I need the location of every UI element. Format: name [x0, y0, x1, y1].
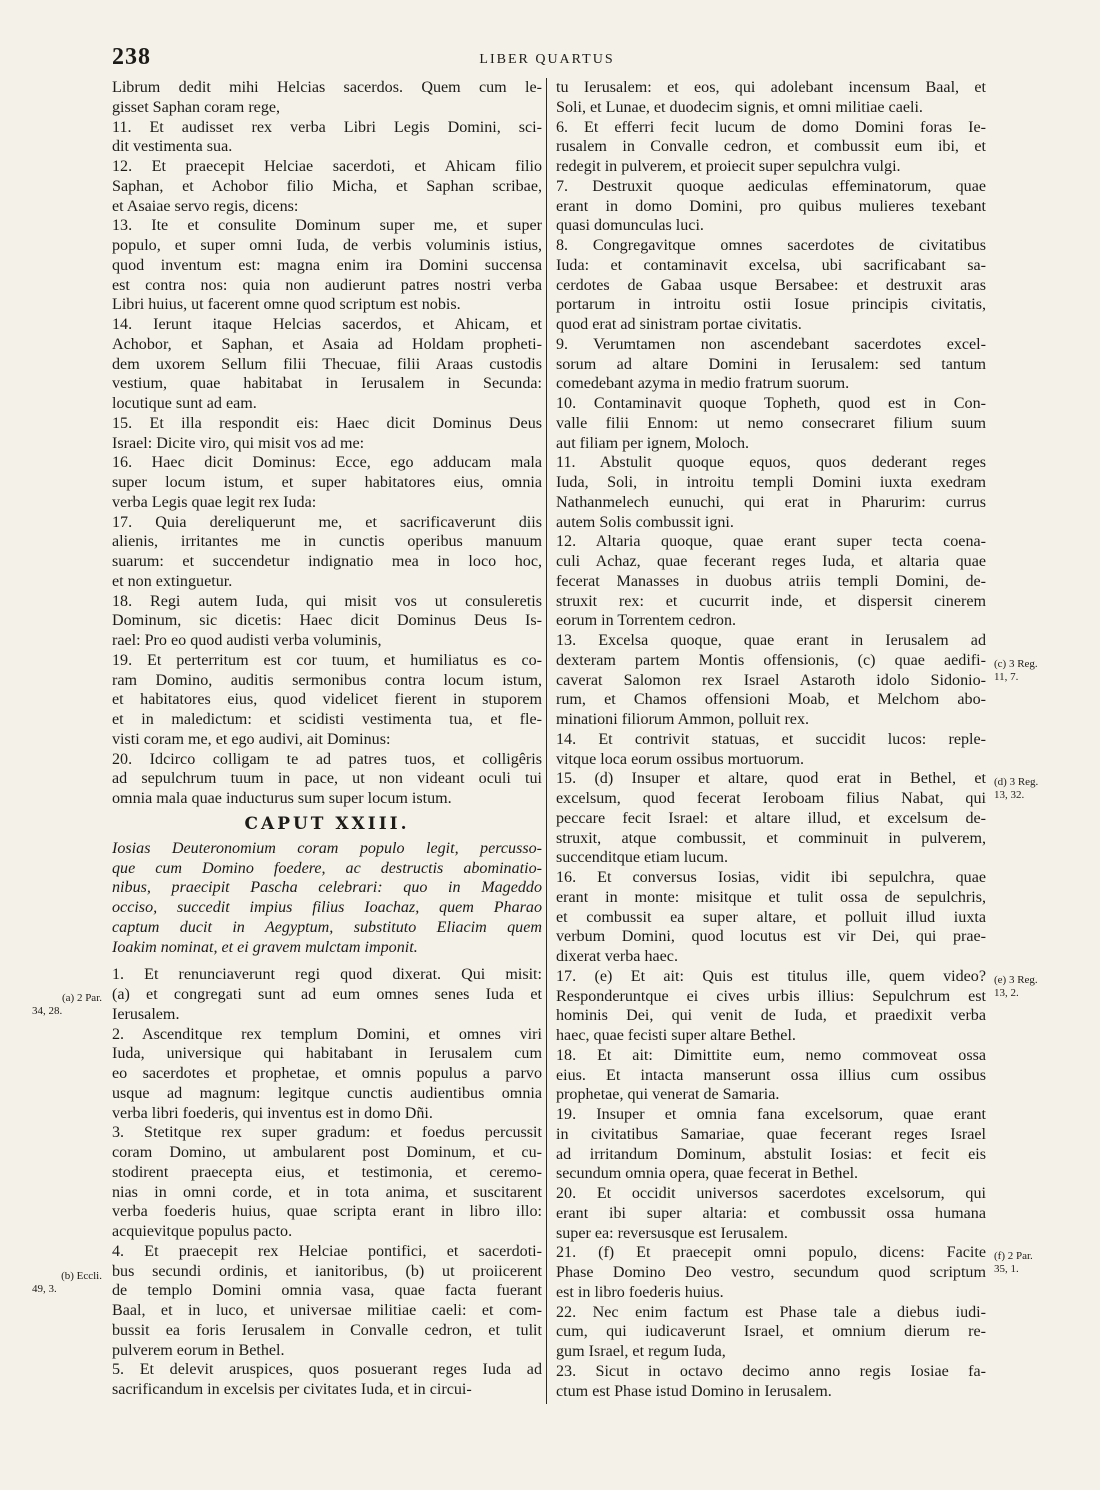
- text-line: dexteram partem Montis offensionis, (c) quae aedifi-: [556, 651, 986, 669]
- text-line: erant in domo Domini, pro quibus mulieres texebant: [556, 197, 986, 215]
- text-line: hominis Dei, qui venit de Iuda, et praedixit verba: [556, 1007, 986, 1025]
- text-line: 8. Congregavitque omnes sacerdotes de civitatibus: [556, 237, 986, 254]
- text-line: et combussit ea super altare, et polluit illud iuxta: [556, 908, 986, 926]
- column-divider: [546, 78, 547, 1404]
- text-line: erant in monte: misitque et tulit ossa de sepulchris,: [556, 888, 986, 906]
- text-line: nibus, praecipit Pascha celebrari: quo in Mageddo: [112, 879, 542, 897]
- text-line: alienis, irritantes me in cunctis operibus manuum: [112, 533, 542, 551]
- left-text-block-b: [112, 965, 542, 1400]
- text-line: 5. Et delevit aruspices, quos posuerant reges Iuda ad: [112, 1361, 542, 1379]
- margin-note-a: [20, 992, 102, 1018]
- text-line: suarum: et succendetur indignatio mea in loco hoc,: [112, 553, 542, 570]
- text-line: sacrificandum in excelsis per civitates Iuda, et in circui-: [112, 1381, 472, 1398]
- text-line: 13. Ite et consulite Dominum super me, et super: [112, 217, 542, 235]
- text-line: 11. Et audisset rex verba Libri Legis Domini, sci-: [112, 118, 542, 136]
- text-line: Iosias Deuteronomium coram populo legit, percusso-: [112, 839, 542, 857]
- text-line: coram Domino, ut ambularent post Dominum, et cu-: [112, 1144, 542, 1161]
- text-line: visti coram me, et ego audivi, ait Dominus:: [112, 730, 391, 748]
- text-line: stodirent praecepta eius, et testimonia, et ceremo-: [112, 1163, 542, 1181]
- text-line: 6. Et efferri fecit lucum de domo Domini foras Ie-: [556, 118, 986, 136]
- left-column: [112, 78, 542, 1400]
- text-line: portarum in introitu ostii Iosue principis civitatis,: [556, 296, 986, 314]
- text-line: sorum ad altare Domini in Ierusalem: sed tantum: [556, 355, 986, 373]
- text-line: 18. Regi autem Iuda, qui misit vos ut consuleretis: [112, 592, 542, 610]
- text-line: verba Legis quae legit rex Iuda:: [112, 493, 317, 511]
- text-line: pulverem eorum in Bethel.: [112, 1341, 285, 1359]
- text-line: rusalem in Convalle cedron, et combussit eum ibi, et: [556, 138, 986, 156]
- text-line: tu Ierusalem: et eos, qui adolebant incensum Baal, et: [556, 79, 986, 96]
- margin-note-c-ref: (c) 3 Reg.: [994, 658, 1038, 670]
- text-line: est in libro foederis huius.: [556, 1283, 724, 1301]
- margin-note-f-loc: 35, 1.: [994, 1263, 1019, 1275]
- text-line: 12. Et praecepit Helciae sacerdoti, et Ahicam filio: [112, 158, 542, 175]
- margin-note-b-loc: 49, 3.: [32, 1283, 57, 1295]
- text-line: 3. Stetitque rex super gradum: et foedus percussit: [112, 1124, 542, 1142]
- text-line: quod erat ad sinistram portae civitatis.: [556, 316, 802, 333]
- left-text-block-a: [112, 78, 542, 809]
- text-line: nias in omni corde, et in tota anima, et suscitarent: [112, 1183, 542, 1201]
- text-line: Iuda, Soli, in introitu templi Domini iuxta exedram: [556, 474, 986, 491]
- text-line: et Asaiae servo regis, dicens:: [112, 197, 299, 215]
- right-text-block: [556, 78, 986, 1401]
- text-line: Achobor, et Saphan, et Asaia ad Holdam propheti-: [112, 335, 542, 353]
- text-line: caverat Salomon rex Israel Astaroth idolo Sidonio-: [556, 671, 986, 689]
- text-line: rum, et Chamos offensioni Moab, et Melchom abo-: [556, 691, 986, 709]
- text-line: 17. Quia dereliquerunt me, et sacrificaverunt diis: [112, 513, 542, 531]
- text-line: valle filii Ennom: ut nemo consecraret filium suum: [556, 414, 986, 432]
- text-line: populo, et super omni Iuda, de verbis voluminis istius,: [112, 237, 542, 254]
- text-line: dit vestimenta sua.: [112, 138, 233, 156]
- text-line: 16. Haec dicit Dominus: Ecce, ego adducam mala: [112, 454, 542, 472]
- summary-gap: [112, 957, 542, 965]
- text-line: bus secundi ordinis, et ianitoribus, (b) ut proiicerent: [112, 1262, 542, 1280]
- text-line: locutique sunt ad eam.: [112, 395, 257, 412]
- margin-note-e: [994, 974, 1084, 1000]
- text-line: erant ibi super altaria: et combussit ossa humana: [556, 1204, 986, 1222]
- text-line: acquievitque populus pacto.: [112, 1223, 293, 1240]
- text-line: haec, quae fecisti super altare Bethel.: [556, 1027, 796, 1044]
- text-line: prophetae, qui venerat de Samaria.: [556, 1086, 780, 1104]
- text-line: fecerat Manasses in duobus atriis templi Domini, de-: [556, 572, 986, 590]
- text-line: peccare fecit Israel: et altare illud, et excelsum de-: [556, 809, 986, 827]
- text-line: de templo Domini omnia vasa, quae facta fuerant: [112, 1282, 542, 1300]
- margin-note-f: [994, 1250, 1084, 1276]
- text-line: dixerat verba haec.: [556, 948, 678, 965]
- text-line: Iuda, universique qui habitabant in Ierusalem cum: [112, 1045, 542, 1063]
- running-title: LIBER QUARTUS: [479, 52, 615, 67]
- page-number: 238: [112, 44, 151, 70]
- text-line: 15. (d) Insuper et altare, quod erat in Bethel, et: [556, 770, 986, 788]
- text-line: Israel: Dicite viro, qui misit vos ad me:: [112, 434, 365, 452]
- text-line: Ioakim nominat, et ei gravem mulctam imponit.: [112, 938, 418, 956]
- text-line: vitque loca eorum ossibus mortuorum.: [556, 750, 805, 768]
- margin-note-c-loc: 11, 7.: [994, 671, 1019, 683]
- page-header: [112, 44, 982, 74]
- text-line: eius. Et intacta manserunt ossa illius cum ossibus: [556, 1066, 986, 1084]
- margin-note-b: [20, 1270, 102, 1296]
- margin-note-e-loc: 13, 2.: [994, 987, 1019, 999]
- text-line: Baal, et in luco, et universae militiae caeli: et com-: [112, 1302, 542, 1319]
- text-line: 16. Et conversus Iosias, vidit ibi sepulchra, quae: [556, 869, 986, 886]
- text-line: Libri huius, ut facerent omne quod scriptum est nobis.: [112, 296, 461, 314]
- text-line: vestium, quae habitabat in Ierusalem in Secunda:: [112, 375, 542, 393]
- text-line: Librum dedit mihi Helcias sacerdos. Quem cum le-: [112, 79, 542, 96]
- right-column: [556, 78, 986, 1401]
- text-line: ctum est Phase istud Domino in Ierusalem.: [556, 1382, 832, 1400]
- text-line: struxit, atque combussit, et comminuit in pulverem,: [556, 829, 986, 847]
- text-line: in civitatibus Samariae, quae fecerant reges Israel: [556, 1125, 986, 1143]
- text-line: ad sepulchrum tuum in pace, ut non videant oculi tui: [112, 770, 542, 788]
- text-line: quasi domunculas luci.: [556, 217, 704, 235]
- text-line: gum Israel, et regum Iuda,: [556, 1343, 726, 1360]
- text-line: 14. Et contrivit statuas, et succidit lucos: reple-: [556, 730, 986, 748]
- text-line: 20. Et occidit universos sacerdotes excelsorum, qui: [556, 1185, 986, 1202]
- text-line: redegit in pulverem, et proiecit super sepulchra vulgi.: [556, 158, 901, 175]
- text-line: super locum istum, et super habitatores eius, omnia: [112, 474, 542, 491]
- text-line: 11. Abstulit quoque equos, quos dederant reges: [556, 454, 986, 472]
- text-line: 22. Nec enim factum est Phase tale a diebus iudi-: [556, 1303, 986, 1321]
- text-line: 21. (f) Et praecepit omni populo, dicens: Facite: [556, 1244, 986, 1262]
- text-line: captum ducit in Aegyptum, substituto Eliacim quem: [112, 918, 542, 936]
- text-line: 20. Idcirco colligam te ad patres tuos, et colligêris: [112, 750, 542, 768]
- text-line: Ierusalem.: [112, 1005, 180, 1023]
- text-line: 7. Destruxit quoque aediculas effeminatorum, quae: [556, 177, 986, 195]
- text-line: 4. Et praecepit rex Helciae pontifici, et sacerdoti-: [112, 1242, 542, 1260]
- text-line: 13. Excelsa quoque, quae erant in Ierusalem ad: [556, 632, 986, 649]
- text-line: Soli, et Lunae, et duodecim signis, et omni militiae caeli.: [556, 98, 923, 116]
- text-line: omnia mala quae inducturus sum super locum istum.: [112, 790, 452, 807]
- text-line: super ea: reversusque est Ierusalem.: [556, 1224, 788, 1242]
- text-line: struxit rex: et cucurrit inde, et dispersit cinerem: [556, 592, 986, 610]
- text-line: et non extinguetur.: [112, 572, 233, 590]
- text-line: rael: Pro eo quod audisti verba voluminis,: [112, 632, 382, 649]
- text-line: quod inventum est: magna enim ira Domini succensa: [112, 256, 542, 274]
- text-line: occiso, succedit impius filius Ioachaz, quem Pharao: [112, 899, 542, 916]
- text-line: eorum in Torrentem cedron.: [556, 612, 737, 630]
- text-line: dem uxorem Sellum filii Thecuae, filii Araas custodis: [112, 355, 542, 373]
- margin-note-a-loc: 34, 28.: [32, 1005, 63, 1017]
- text-line: 1. Et renunciaverunt regi quod dixerat. Qui misit:: [112, 966, 542, 984]
- text-line: secundum omnia opera, quae fecerat in Bethel.: [556, 1165, 859, 1183]
- text-line: eo sacerdotes et prophetae, et omnis populus a parvo: [112, 1065, 542, 1082]
- margin-note-c: [994, 658, 1084, 684]
- text-line: 2. Ascenditque rex templum Domini, et omnes viri: [112, 1025, 542, 1043]
- margin-note-d: [994, 776, 1084, 802]
- margin-note-f-ref: (f) 2 Par.: [994, 1250, 1033, 1262]
- text-line: cerdotes de Gabaa usque Bersabee: et destruxit aras: [556, 276, 986, 294]
- text-line: excelsum, quod fecerat Ieroboam filius Nabat, qui: [556, 790, 986, 807]
- margin-note-b-ref: (b) Eccli.: [61, 1270, 102, 1282]
- text-line: Nathanmelech eunuchi, qui erat in Pharurim: currus: [556, 493, 986, 511]
- text-line: verba foederis huius, quae scripta erant in libro illo:: [112, 1203, 542, 1221]
- text-line: Dominum, sic dicetis: Haec dicit Dominus Deus Is-: [112, 612, 542, 630]
- text-line: succenditque etiam lucum.: [556, 849, 729, 867]
- text-line: et in maledictum: et scidisti vestimenta tua, et fle-: [112, 711, 542, 728]
- text-line: minationi filiorum Ammon, polluit rex.: [556, 711, 810, 728]
- text-line: (a) et congregati sunt ad eum omnes senes Iuda et: [112, 986, 542, 1003]
- margin-note-d-loc: 13, 32.: [994, 789, 1025, 801]
- text-line: que cum Domino foedere, ac destructis abominatio-: [112, 859, 542, 877]
- text-line: 15. Et illa respondit eis: Haec dicit Dominus Deus: [112, 414, 542, 432]
- text-line: 17. (e) Et ait: Quis est titulus ille, quem video?: [556, 967, 986, 985]
- text-line: 14. Ierunt itaque Helcias sacerdos, et Ahicam, et: [112, 316, 542, 333]
- text-line: usque ad magnum: legitque cunctis audientibus omnia: [112, 1084, 542, 1102]
- text-line: 18. Et ait: Dimittite eum, nemo commoveat ossa: [556, 1046, 986, 1064]
- text-line: gisset Saphan coram rege,: [112, 98, 281, 116]
- text-line: Responderuntque ei cives urbis illius: Sepulchrum est: [556, 987, 986, 1005]
- chapter-summary: [112, 839, 542, 958]
- text-line: bussit ea foris Ierusalem in Convalle cedron, et tulit: [112, 1321, 542, 1339]
- text-line: cum, qui iudicaverunt Israel, et omnium dierum re-: [556, 1323, 986, 1341]
- chapter-heading: CAPUT XXIII.: [244, 813, 410, 834]
- margin-note-e-ref: (e) 3 Reg.: [994, 974, 1038, 986]
- text-line: comedebant azyma in medio fratrum suorum.: [556, 375, 850, 393]
- text-line: ram Domino, auditis sermonibus contra locum istum,: [112, 671, 542, 689]
- text-line: 10. Contaminavit quoque Topheth, quod est in Con-: [556, 395, 986, 412]
- text-line: et habitatores eius, quod videlicet fierent in stuporem: [112, 691, 542, 709]
- text-line: 9. Verumtamen non ascendebant sacerdotes excel-: [556, 335, 986, 353]
- text-line: culi Achaz, quae fecerant reges Iuda, et altaria quae: [556, 553, 986, 570]
- text-line: verbum Domini, quod locutus est vir Dei, qui prae-: [556, 928, 986, 946]
- text-line: Saphan, et Achobor filio Micha, et Saphan scribae,: [112, 177, 542, 195]
- text-line: ad irritandum Dominum, abstulit Iosias: et fecit eis: [556, 1145, 986, 1163]
- text-line: autem Solis combussit igni.: [556, 513, 734, 531]
- text-line: aut filiam per ignem, Moloch.: [556, 434, 750, 452]
- text-line: Phase Domino Deo vestro, secundum quod scriptum: [556, 1264, 986, 1281]
- text-line: verba libri foederis, qui inventus est in domo Dñi.: [112, 1104, 433, 1122]
- text-line: 19. Insuper et omnia fana excelsorum, quae erant: [556, 1106, 986, 1123]
- margin-note-d-ref: (d) 3 Reg.: [994, 776, 1039, 788]
- text-line: 19. Et perterritum est cor tuum, et humiliatus es co-: [112, 651, 542, 669]
- margin-note-a-ref: (a) 2 Par.: [61, 992, 102, 1004]
- text-line: 23. Sicut in octavo decimo anno regis Iosiae fa-: [556, 1362, 986, 1380]
- text-line: est contra nos: quia non audierunt patres nostri verba: [112, 276, 542, 294]
- text-line: Iuda: et contaminavit excelsa, ubi sacrificabant sa-: [556, 256, 986, 274]
- text-line: 12. Altaria quoque, quae erant super tecta coena-: [556, 533, 986, 551]
